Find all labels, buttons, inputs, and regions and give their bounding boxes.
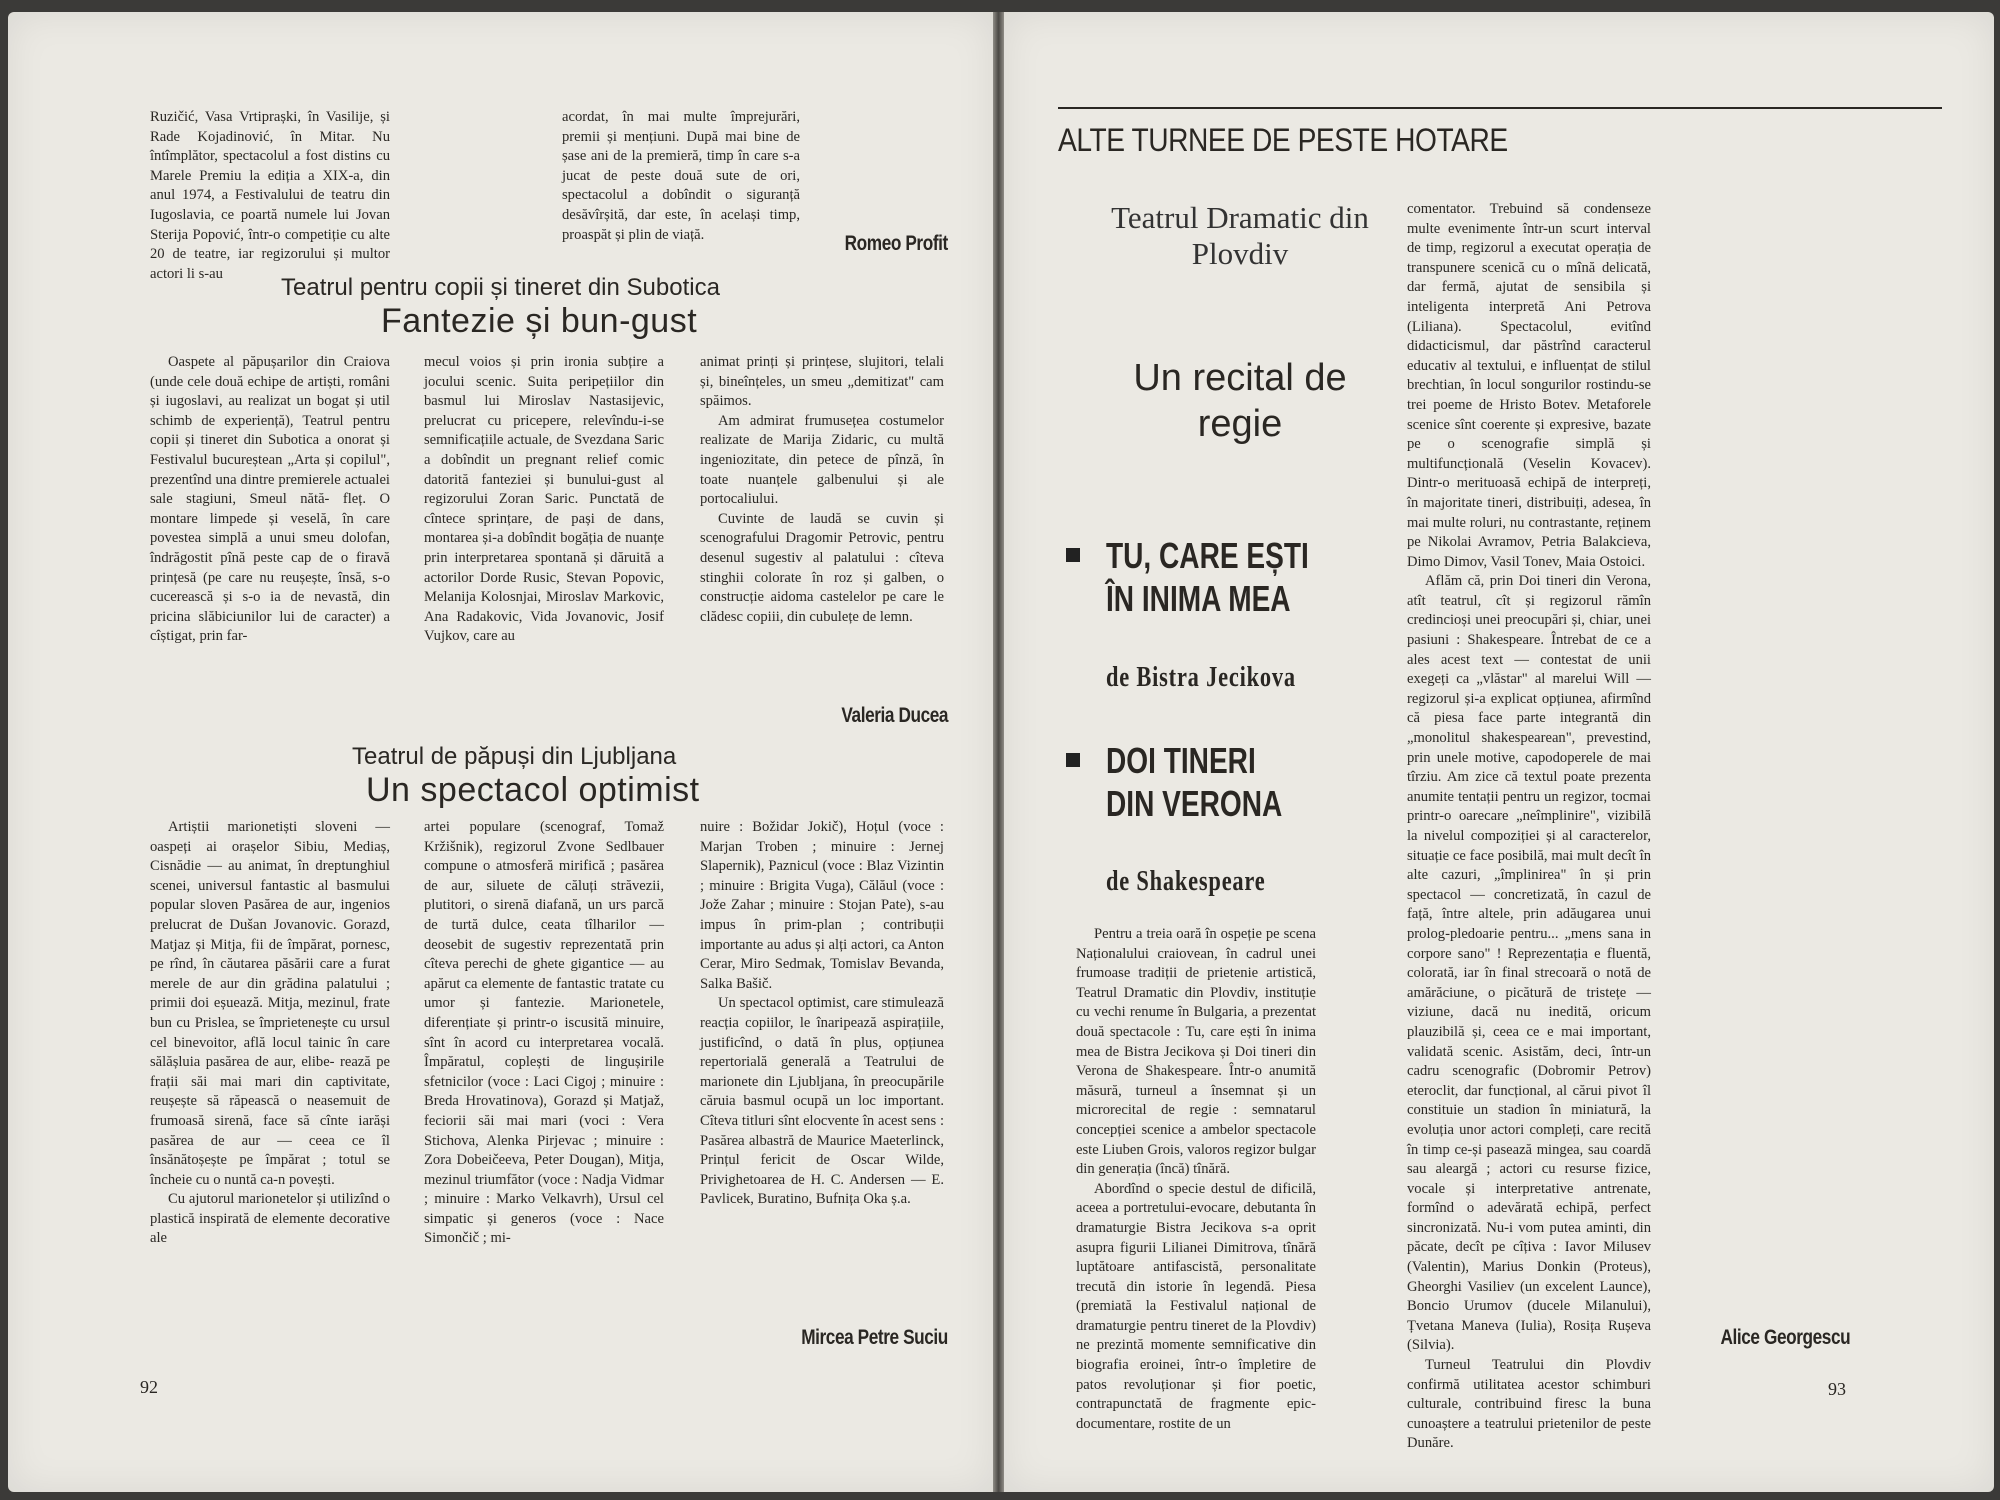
bullet-icon — [1066, 548, 1080, 562]
plovdiv-column-2 — [1407, 200, 1651, 1452]
article2-headline: Un spectacol optimist — [366, 771, 700, 809]
section-title: ALTE TURNEE DE PESTE HOTARE — [1058, 122, 1508, 158]
article2-text-3b: Un spectacol optimist, care stimulează reacția copiilor, le înaripează aspirațiile, justificînd, o dată în plus, opțiunea repertorială generală a Teatrului de marionete din Ljubljana, în preocupările căruia basmul ocupă un loc important. Cîteva titluri sînt elocvente în acest sens : Pasărea albastră de Maurice Maeterlinck, Prințul fericit de Oscar Wilde, Privighetoarea de H. C. Andersen — E. Pavlicek, Buratino, Bufnița Oka ș.a. — [700, 995, 944, 1208]
article2-column-2 — [424, 818, 664, 1356]
article2-text-1b: Cu ajutorul marionetelor și utilizînd o plastică inspirată de elemente decorative ale — [150, 1191, 390, 1247]
plovdiv-text-2c: Turneul Teatrului din Plovdiv confirmă utilitatea acestor schimburi culturale, contribuind firesc la buna cunoaștere a teatrului prietenilor de peste Dunăre. — [1407, 1357, 1651, 1452]
intro-column-1 — [150, 108, 390, 282]
plovdiv-text-2a: comentator. Trebuind să condenseze multe evenimente într-un scurt interval de timp, regizorul a executat operația de transpunere scenică cu o mînă delicată, dar fermă, ajutat de sensibila și inteligenta interpretă Ani Petrova (Liliana). Spectacolul, evitînd didacticismul, dar păstrînd caracterul educativ al textului, e influențat de stilul brechtian, în locul songurilor rostindu-se trei poeme de Hristo Botev. Metaforele scenice sînt coerente și expresive, bazate pe o scenografie simplă și multifuncțională (Veselin Kovacev). Dintr-o merituoasă echipă de interpreți, în majoritate tineri, distribuiți, adesea, în mai multe roluri, nu contrastante, reținem pe Nikolai Avramov, Petria Balakcieva, Dimo Dimov, Vasil Tonev, Maia Ostoici. — [1407, 201, 1651, 570]
article2-text-3a: nuire : Božidar Jokič), Hoțul (voce : Marjan Troben ; minuire : Jernej Slapernik), Paznicul (voce : Blaz Vizintin ; minuire : Brigita Vuga), Călăul (voce : Jože Zahar ; minuire : Stojan Pate), s-au impus în prim-plan ; contribuții importante au adus și alți actori, ca Anton Cerar, Miro Sedmak, Tomislav Bevanda, Salka Bašič. — [700, 819, 944, 992]
page-number-right: 93 — [1828, 1379, 1846, 1399]
play2-title-line2: DIN VERONA — [1106, 783, 1283, 824]
intro-text-1: Ruzičić, Vasa Vrtiprașki, în Vasilije, și Rade Kojadinović, în Mitar. Nu întîmplător, spectacolul a fost distins cu Marele Premiu la ediția a XIX-a, din anul 1974, a Festivalului de teatru din Iugoslavia, ce poartă numele lui Jovan Sterija Popović, într-o competiție cu alte 20 de teatre, iar regizorului și multor actori li s-au — [150, 109, 390, 282]
article1-text-1: Oaspete al păpușarilor din Craiova (unde cele două echipe de artiști, români și iugoslavi, au realizat un bogat și util schimb de experiență), Teatrul pentru copii și tineret din Subotica a onorat și Festivalul bucureștean „Arta și copilul", prezentînd una dintre premierele actualei sale stagiuni, Smeul nătă- fleț. O montare limpede și veselă, în care povestea simplă a unui smeu dolofan, îndrăgostit pînă peste cap de o firavă prințesă (pe care nu reușește, însă, s-o cucerească și s-o ia de nevastă, din pricina slăbiciunilor lui de caracter) a cîștigat, prin far- — [150, 354, 390, 645]
plovdiv-column-1 — [1076, 925, 1316, 1432]
article2-byline: Mircea Petre Suciu — [801, 1326, 948, 1349]
article1-byline: Valeria Ducea — [841, 704, 948, 727]
article1-column-2 — [424, 353, 664, 729]
article1-column-1 — [150, 353, 390, 729]
article1-text-3a: animat prinți și prințese, slujitori, telali și, bineînțeles, un smeu „demitizat" cam spăimos. — [700, 354, 944, 410]
plovdiv-text-2b: Aflăm că, prin Doi tineri din Verona, atît teatrul, cît și regizorul rămîn credincioși unei preocupări și, chiar, unei pasiuni : Shakespeare. Întrebat de ce a ales acest text — contestat de unii exegeți ca „vlăstar" al marelui Will — regizorul și-a explicat opțiunea, afirmînd că piesa face parte integrantă din „monolitul shakespearean", prevestind, prin unele motive, capodoperele de mai tîrziu. Am zice că textul poate prezenta anumite tentații pentru un regizor, tocmai printr-o oarecare „neîmplinire", vizibilă la nivelul compoziției și al caracterelor, situație ce face posibilă, mai mult decît în alte cazuri, „împlinirea" în și prin spectacol — concretizată, în cazul de față, între altele, prin adăugarea unui prolog-pledoarie pentru... „mens sana in corpore sano" ! Reprezentația e fluentă, colorată, iar în final strecoară o notă de amărăciune, o picătură de tristețe — viziune, dacă nu inedită, oricum plauzibilă și, ceea ce e mai important, validată scenic. Asistăm, deci, într-un cadru scenografic (Dobromir Petrov) eteroclit, dar funcțional, al cărui pivot îl constituie un stadion în miniatură, la evoluția unor actori compleți, care recită în timp ce-și pasează mingea, sau coardă sau aleargă ; actori cu resurse fizice, vocale și interpretative antrenate, formînd o adevărată echipă, perfect sincronizată. Nu-i vom putea aminti, din păcate, decît pe cîțiva : Iavor Milusev (Valentin), Marius Donkin (Proteus), Gheorghi Vasiliev (un excelent Launce), Boncio Urumov (ducele Milanului), Țvetana Maneva (Iulia), Rosița Rușeva (Silvia). — [1407, 573, 1651, 1354]
article2-text-2: artei populare (scenograf, Tomaž Kržišnik), regizorul Zvone Sedlbauer compune o atmosferă mirifică ; pasărea de aur, siluete de căluți străvezii, plutitori, o sirenă diafană, un urs parcă de turtă dulce, ceata tîlharilor — deosebit de sugestiv reprezentată prin cîteva perechi de ghete gigantice — au apărut ca elemente de fantastic tratate cu umor și fantezie. Marionetele, diferențiate și printr-o iscusită minuire, sînt în acord cu interpretarea vocală. Împăratul, coplești de lingușirile sfetnicilor (voce : Laci Cigoj ; minuire : Breda Hrovatinova), Gorazd și Matjaž, feciorii săi mai mari (voci : Vera Stichova, Alenka Pirjevac ; minuire : Zora Dobeičeeva, Peter Dougan), Mitja, mezinul triumfător (voce : Nadja Vidmar ; minuire : Marko Velkavrh), Ursul cel simpatic și generos (voce : Nace Simončič ; mi- — [424, 819, 664, 1247]
article1-text-3c: Cuvinte de laudă se cuvin și scenografului Dragomir Petrovic, pentru desenul sugestiv al palatului : cîteva stinghii colorate în roz și galben, o construcție aidoma castelelor pe care le clădesc copiii, din cubulețe de lemn. — [700, 510, 944, 625]
plovdiv-byline: Alice Georgescu — [1720, 1326, 1850, 1349]
article2-column-1 — [150, 818, 390, 1356]
article1-kicker: Teatrul pentru copii și tineret din Subotica — [281, 274, 720, 301]
intro-text-2: acordat, în mai multe împrejurări, premii și mențiuni. După mai bine de șase ani de la premieră, timp în care s-a jucat de peste două sute de ori, spectacolul a dobîndit o siguranță desăvîrșită, dar este, în același timp, proaspăt și plin de viață. — [562, 109, 800, 243]
section-rule — [1058, 107, 1942, 109]
play2-author: de Shakespeare — [1106, 866, 1266, 897]
article2-column-3 — [700, 818, 944, 1324]
book-gutter — [993, 12, 1004, 1492]
play1-title-line1: TU, CARE EȘTI — [1106, 535, 1309, 576]
article2-kicker: Teatrul de păpuși din Ljubljana — [352, 743, 677, 770]
article1-headline: Fantezie și bun-gust — [381, 302, 698, 340]
theatre-title: Teatrul Dramatic din Plovdiv — [1111, 200, 1369, 271]
recital-title: Un recital de regie — [1133, 357, 1347, 445]
play1-author: de Bistra Jecikova — [1106, 662, 1296, 693]
page-number-left: 92 — [140, 1377, 158, 1397]
article1-column-3 — [700, 353, 944, 698]
bullet-icon — [1066, 753, 1080, 767]
plovdiv-text-1a: Pentru a treia oară în ospeție pe scena Naționalului craiovean, în cadrul unei frumoase tradiții de prietenie artistică, Teatrul Dramatic din Plovdiv, instituție cu vechi renume în Bulgaria, a prezentat două spectacole : Tu, care ești în inima mea de Bistra Jecikova și Doi tineri din Verona de Shakespeare. Într-o anumită măsură, turneul a însemnat și un microrecital de regie : semnatarul concepției scenice a ambelor spectacole este Liuben Grois, valoros regizor bulgar din generația (încă) tînără. — [1076, 926, 1316, 1178]
intro-column-2 — [562, 108, 800, 243]
article1-text-3b: Am admirat frumusețea costumelor realizate de Marija Zidaric, cu multă ingeniozitate, din petece de pînză, în toate nuanțele galbenului și ale portocaliului. — [700, 412, 944, 508]
article1-text-2: mecul voios și prin ironia subțire a jocului scenic. Suita peripețiilor din basmul lui Miroslav Nastasijevic, prelucrat cu pricepere, relevîndu-i-se semnificațiile actuale, de Svezdana Saric a dobîndit un pregnant relief comic datorită fanteziei și bunului-gust al regizorului Zoran Saric. Punctată de cîntece sprințare, de pași de dans, montarea și-a dobîndit bogăția de nuanțe prin interpretarea spontană și dăruită a actorilor Dorde Rusic, Stevan Popovic, Melanija Kolosnjai, Miroslav Markovic, Ana Radakovic, Vida Jovanovic, Josif Vujkov, care au — [424, 354, 664, 645]
plovdiv-text-1b: Abordînd o specie destul de dificilă, aceea a portretului-evocare, debutanta în dramaturgie Bistra Jecikova s-a oprit asupra figurii Lilianei Dimitrova, tînără luptătoare antifascistă, personalitate trecută din istorie în legendă. Piesa (premiată la Festivalul național de dramaturgie pentru tineret de la Plovdiv) ne prezintă momente semnificative din biografia eroinei, într-o împletire de patos revoluționar și fior poetic, contrapunctată de fragmente epic-documentare, rostite de un — [1076, 1180, 1316, 1432]
intro-byline: Romeo Profit — [844, 232, 948, 255]
article2-text-1a: Artiștii marionetiști sloveni — oaspeți ai orașelor Sibiu, Mediaș, Cisnădie — au animat, în dreptunghiul scenei, universul fantastic al basmului popular sloven Pasărea de aur, ingenios prelucrat de Dušan Jovanovic. Gorazd, Matjaz și Mitja, fii de împărat, pornesc, pe rînd, în căutarea păsării care a furat merele de aur din grădina palatului ; primii doi eșuează. Mitja, mezinul, frate bun cu Prislea, se împrietenește cu ursul cel binevoitor, află locul tainic în care sălășluia pasărea de aur, elibe- rează pe frații săi mai mari din captivitate, reușește să răpească o neasemuit de frumoasă sirenă, face să cînte iarăși pasărea de aur — ceea ce îl însănătoșește pe împărat ; totul se încheie cu o nuntă ca-n povești. — [150, 819, 390, 1188]
play2-title-line1: DOI TINERI — [1106, 740, 1256, 781]
play1-title-line2: ÎN INIMA MEA — [1106, 578, 1291, 619]
